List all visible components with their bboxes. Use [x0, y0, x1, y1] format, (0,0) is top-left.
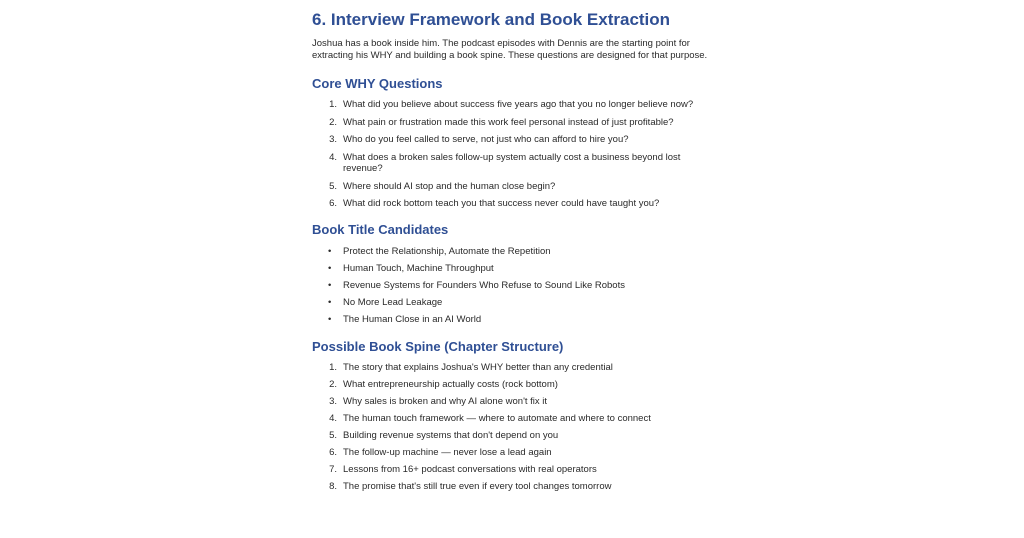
list-number: 6.	[329, 198, 337, 209]
list-item-text: What entrepreneurship actually costs (rock bottom)	[343, 379, 558, 390]
list-item	[312, 447, 722, 459]
list-item	[312, 362, 722, 374]
list-item-text: The promise that's still true even if every tool changes tomorrow	[343, 481, 612, 492]
list-item	[312, 198, 722, 210]
list-item	[312, 117, 722, 129]
list-item	[312, 246, 722, 258]
list-item	[312, 314, 722, 326]
list-number: 4.	[329, 151, 337, 163]
list-item-text: Lessons from 16+ podcast conversations with real operators	[343, 464, 597, 475]
bullet-icon: •	[328, 313, 332, 325]
core-why-heading: Core WHY Questions	[312, 76, 443, 91]
list-item-text: Who do you feel called to serve, not just who can afford to hire you?	[343, 134, 629, 145]
list-item	[312, 396, 722, 408]
bullet-icon: •	[328, 262, 332, 274]
book-spine-heading: Possible Book Spine (Chapter Structure)	[312, 339, 564, 354]
list-item-text: Protect the Relationship, Automate the Repetition	[343, 245, 551, 257]
list-item-text: The human touch framework — where to automate and where to connect	[343, 413, 651, 424]
list-item-text: Human Touch, Machine Throughput	[343, 262, 494, 274]
list-number: 2.	[329, 379, 337, 390]
list-item-text: What did rock bottom teach you that success never could have taught you?	[343, 198, 660, 209]
list-item	[312, 152, 722, 175]
list-number: 2.	[329, 116, 337, 128]
list-number: 5.	[329, 430, 337, 441]
list-number: 6.	[329, 447, 337, 458]
list-item	[312, 263, 722, 275]
list-item	[312, 413, 722, 425]
list-item-text: What pain or frustration made this work feel personal instead of just profitable?	[343, 116, 674, 128]
list-item-text: Why sales is broken and why AI alone won't fix it	[343, 396, 548, 407]
list-item	[312, 379, 722, 391]
list-item-text: Where should AI stop and the human close begin?	[343, 180, 556, 192]
section-title: 6. Interview Framework and Book Extraction	[312, 10, 671, 29]
bullet-icon: •	[328, 279, 332, 291]
list-item-text: The Human Close in an AI World	[343, 313, 482, 325]
list-item-text: What does a broken sales follow-up system actually cost a business beyond lost revenue?	[343, 151, 681, 174]
list-number: 5.	[329, 180, 337, 192]
list-item	[312, 430, 722, 442]
list-number: 1.	[329, 99, 337, 110]
section-intro: Joshua has a book inside him. The podcast episodes with Dennis are the starting point for extracting his WHY and building a book spine. These questions are designed for that purpose.	[312, 38, 708, 61]
list-number: 4.	[329, 413, 337, 424]
book-spine-list	[312, 362, 722, 493]
list-number: 1.	[329, 362, 337, 373]
list-item	[312, 464, 722, 476]
list-number: 7.	[329, 464, 337, 475]
list-item	[312, 481, 722, 493]
bullet-icon: •	[328, 245, 332, 257]
book-titles-heading: Book Title Candidates	[312, 221, 449, 237]
list-item-text: The follow-up machine — never lose a lead again	[343, 447, 552, 458]
list-item-text: Building revenue systems that don't depend on you	[343, 430, 559, 441]
list-number: 3.	[329, 134, 337, 145]
book-titles-list	[312, 246, 722, 326]
list-item	[312, 99, 722, 111]
list-number: 3.	[329, 396, 337, 407]
list-item	[312, 297, 722, 309]
bullet-icon: •	[328, 296, 332, 308]
list-item-text: Revenue Systems for Founders Who Refuse to Sound Like Robots	[343, 279, 625, 291]
core-why-list	[312, 99, 722, 210]
list-item	[312, 134, 722, 146]
list-item	[312, 181, 722, 193]
list-item	[312, 280, 722, 292]
list-item-text: The story that explains Joshua's WHY better than any credential	[343, 362, 613, 373]
list-number: 8.	[329, 481, 337, 492]
list-item-text: No More Lead Leakage	[343, 296, 443, 308]
document-content	[312, 8, 722, 498]
list-item-text: What did you believe about success five years ago that you no longer believe now?	[343, 99, 694, 110]
